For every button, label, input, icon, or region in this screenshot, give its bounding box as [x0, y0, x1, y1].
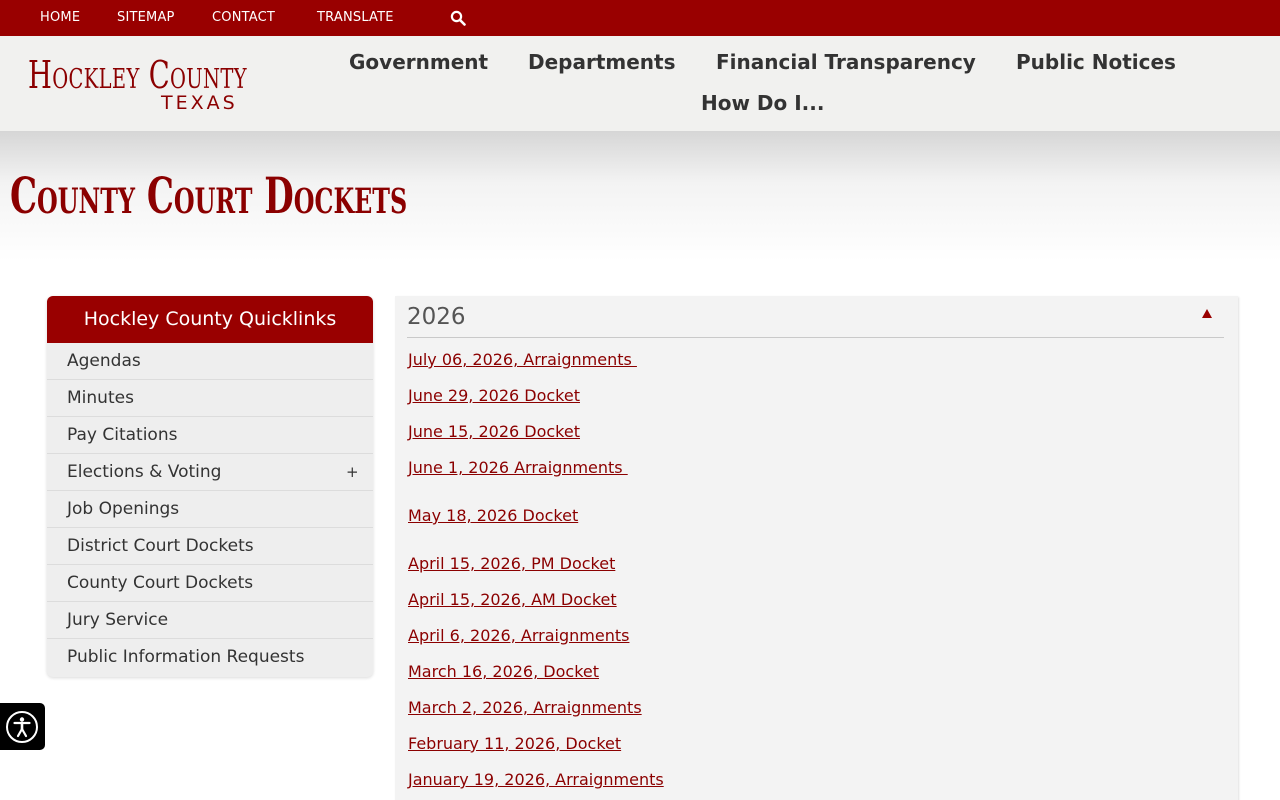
divider [407, 337, 1224, 338]
site-header [0, 36, 1280, 131]
page-title: County Court Dockets [10, 166, 408, 225]
sidebar-item-label: Minutes [67, 388, 134, 408]
nav-financial-transparency[interactable]: Financial Transparency [716, 50, 976, 74]
docket-link[interactable]: March 2, 2026, Arraignments [408, 698, 642, 717]
accessibility-button[interactable] [0, 703, 45, 750]
utility-link-home[interactable]: HOME [40, 10, 81, 25]
sidebar-item-district-court-dockets[interactable] [47, 528, 373, 565]
logo-county-name: Hockley County [28, 53, 247, 97]
utility-link-translate[interactable]: TRANSLATE [317, 10, 394, 25]
sidebar-item-label: County Court Dockets [67, 573, 254, 593]
nav-government[interactable]: Government [349, 50, 489, 74]
sidebar-item-agendas[interactable] [47, 343, 373, 380]
sidebar-item-jury-service[interactable] [47, 602, 373, 639]
utility-link-sitemap[interactable]: SITEMAP [117, 10, 175, 25]
docket-link[interactable]: April 15, 2026, AM Docket [408, 590, 617, 609]
nav-departments[interactable]: Departments [528, 50, 676, 74]
quicklinks-sidebar [47, 296, 373, 677]
sidebar-item-label: Jury Service [67, 610, 169, 630]
sidebar-item-label: Pay Citations [67, 425, 178, 445]
sidebar-item-pay-citations[interactable] [47, 417, 373, 454]
docket-link[interactable]: April 6, 2026, Arraignments [408, 626, 630, 645]
sidebar-item-label: Public Information Requests [67, 647, 305, 667]
sidebar-item-label: District Court Dockets [67, 536, 254, 556]
nav-how-do-i[interactable]: How Do I... [701, 91, 825, 115]
docket-link[interactable]: April 15, 2026, PM Docket [408, 554, 616, 573]
sidebar-item-county-court-dockets[interactable] [47, 565, 373, 602]
quicklinks-heading: Hockley County Quicklinks [47, 296, 373, 343]
sidebar-item-job-openings[interactable] [47, 491, 373, 528]
docket-link[interactable]: May 18, 2026 Docket [408, 506, 579, 525]
docket-link[interactable]: July 06, 2026, Arraignments [408, 350, 637, 369]
docket-link[interactable]: June 29, 2026 Docket [408, 386, 580, 405]
sidebar-item-label: Agendas [67, 351, 141, 371]
nav-public-notices[interactable]: Public Notices [1016, 50, 1176, 74]
docket-link[interactable]: June 15, 2026 Docket [408, 422, 580, 441]
expand-icon[interactable]: + [346, 463, 359, 481]
collapse-caret-icon[interactable] [1202, 309, 1212, 318]
accessibility-icon [4, 709, 40, 745]
docket-accordion [395, 296, 1238, 800]
site-logo[interactable] [28, 54, 253, 116]
utility-link-contact[interactable]: CONTACT [212, 10, 276, 25]
docket-link[interactable]: March 16, 2026, Docket [408, 662, 599, 681]
search-icon[interactable] [450, 10, 466, 26]
sidebar-item-elections-voting[interactable] [47, 454, 373, 491]
sidebar-item-label: Elections & Voting [67, 462, 222, 482]
docket-link[interactable]: February 11, 2026, Docket [408, 734, 622, 753]
docket-link[interactable]: June 1, 2026 Arraignments [408, 458, 628, 477]
sidebar-item-label: Job Openings [67, 499, 180, 519]
logo-state: TEXAS [161, 92, 238, 114]
sidebar-item-public-information-requests[interactable] [47, 639, 373, 676]
accordion-title[interactable]: 2026 [407, 304, 466, 330]
utility-bar [0, 0, 1280, 36]
docket-link[interactable]: January 19, 2026, Arraignments [408, 770, 664, 789]
sidebar-item-minutes[interactable] [47, 380, 373, 417]
